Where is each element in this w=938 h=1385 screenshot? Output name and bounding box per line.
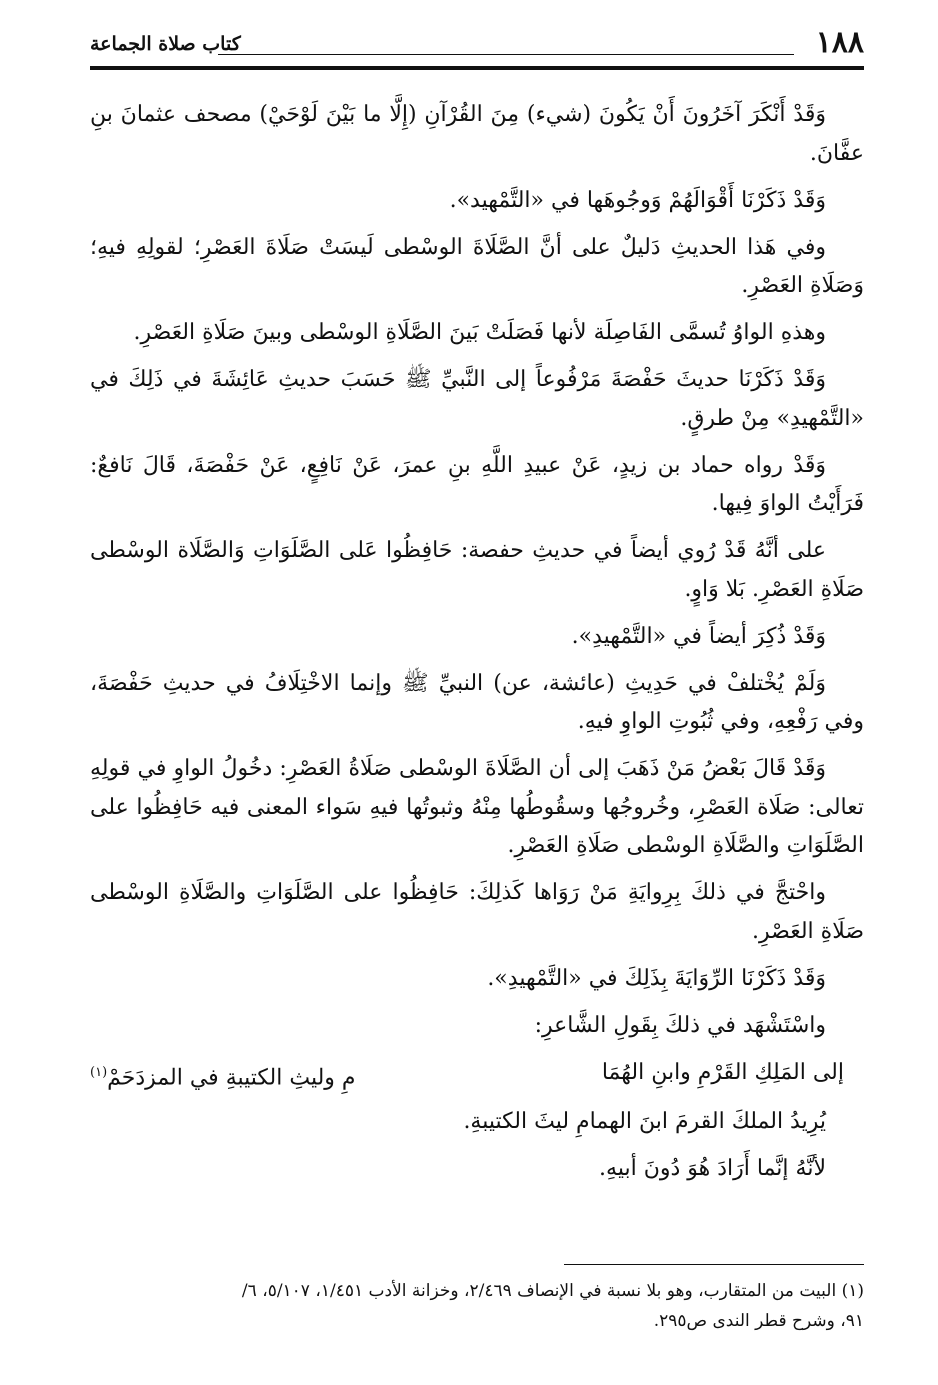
paragraph-10: وَقَدْ قَالَ بَعْضُ مَنْ ذَهَبَ إلى أن الصَّلَاةَ الوسْطى صَلَاةُ العَصْرِ: دخُولُ الواوِ في قولِهِ تعالى: صَلَاة العَصْرِ، وخُروجُها وسقُوطُها مِنْهُ وثبوتُها فيهِ سَواء المعنى فيه حَافِظُوا على الصَّلَوَاتِ والصَّلَاةِ الوسْطى صَلَاةِ العَصْرِ. [90,756,864,858]
footnote-marker: (١) [90,1064,108,1080]
paragraph-6: وَقَدْ رواه حماد بن زيدٍ، عَنْ عبيدِ اللَّهِ بنِ عمرَ، عَنْ نَافِعٍ، عَنْ حَفْصَةَ، قَالَ نَافعٌ: فَرَأَيْتُ الواوَ فِيها. [90,452,864,516]
paragraph-4: وهذهِ الواوُ تُسمَّى الفَاصِلَة لأنها فَصَلَتْ بَينَ الصَّلَاةِ الوسْطى وبينَ صَلَاةِ العَصْرِ. [133,320,826,345]
header-divider [90,66,864,70]
body-text [90,96,864,1197]
verse-second-hemistich [90,1054,356,1098]
verse-first-hemistich: إلى المَلِكِ القَرْمِ وابنِ الهُمَا [601,1059,844,1085]
footnote [90,1276,864,1336]
paragraph-7: على أنَّهُ قَدْ رُوي أيضاً في حديثِ حفصة: حَافِظُوا عَلى الصَّلَوَاتِ وَالصَّلَاة الوسْطى صَلَاةِ العَصْرِ. بَلا وَاوٍ. [90,538,864,602]
paragraph-12: وَقَدْ ذَكَرْنَا الرِّوَايَةَ بِذَلِكَ في «التَّمْهيدِ». [487,965,826,991]
footnote-line-2: ٩١، وشرح قطر الندى ص٢٩٥. [653,1311,864,1331]
running-title: كتاب صلاة الجماعة [90,33,241,55]
paragraph-2: وَقَدْ ذَكَرْنَا أَقْوَالَهُمْ وَوجُوهَها في «التَّمْهيد». [449,187,826,213]
footnote-rule [564,1264,864,1265]
paragraph-9: وَلَمْ يُخْتلفْ في حَدِيثِ (عائشة، عن) النبيِّ ﷺ وإنما الاخْتِلَافُ في حديثِ حَفْصَةَ، وفي رَفْعِهِ، وفي ثُبُوتِ الواوِ فيهِ. [90,670,864,734]
footnote-line-1: (١) البيت من المتقارب، وهو بلا نسبة في الإنصاف ٢/٤٦٩، وخزانة الأدب ١/٤٥١، ٥/١٠٧، ٦/ [241,1281,864,1301]
page-number: ١٨٨ [815,25,864,60]
verse-second-hemistich-text: مِ وليثِ الكتيبةِ في المزدَحَمْ [107,1064,356,1090]
paragraph-after-verse-1: يُرِيدُ الملكَ القرمَ ابنَ الهمامِ ليثَ الكتيبةِ. [463,1109,826,1135]
header-rule [218,54,794,55]
paragraph-1: وَقَدْ أَنْكَرَ آخَرُونَ أَنْ يَكُونَ (شيء) مِنَ القُرْآنِ (إِلَّا ما بَيْنَ لَوْحَيْ) مصحف عثمانَ بنِ عفَّانَ. [90,102,864,166]
page-header [90,24,864,68]
paragraph-13: واسْتَشْهَد في ذلكَ بِقَولِ الشَّاعرِ: [534,1012,826,1038]
paragraph-5: وَقَدْ ذَكَرْنَا حديثَ حَفْصَةَ مَرْفُوعاً إلى النَّبيِّ ﷺ حَسَبَ حديثِ عَائِشَةَ في ذَلِكَ في «التَّمْهيدِ» مِنْ طرقٍ. [90,367,864,431]
paragraph-8: وَقَدْ ذُكِرَ أيضاً في «التَّمْهيدِ». [571,623,826,649]
paragraph-3: وفي هَذا الحديثِ دَليلٌ على أنَّ الصَّلَاةَ الوسْطى لَيسَتْ صَلَاةَ العَصْرِ؛ لقولِهِ فيهِ؛ وَصَلَاةِ العَصْرِ. [90,234,864,298]
paragraph-after-verse-2: لأنَّهُ إنَّما أَرَادَ هُوَ دُونَ أبيهِ. [599,1156,826,1182]
poetry-verse [90,1054,864,1098]
paragraph-11: واحْتجَّ في ذلكَ بِرِوايَةِ مَنْ رَوَاها كَذلِكَ: حَافِظُوا على الصَّلَوَاتِ والصَّلَاةِ الوسْطى صَلَاةِ العَصْرِ. [90,880,864,944]
